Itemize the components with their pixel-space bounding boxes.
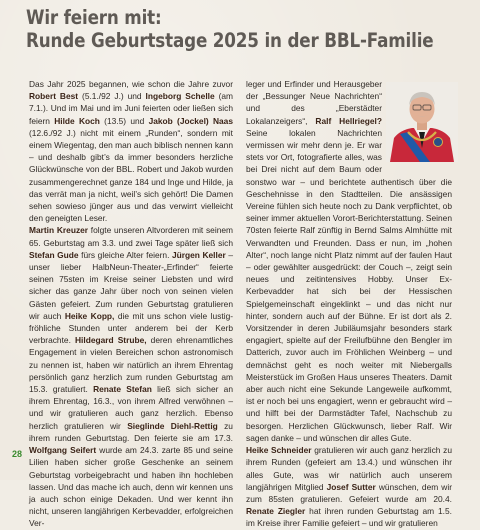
title-line-1: Wir feiern mit:: [26, 6, 162, 29]
name-highlight: Martin Kreuzer: [29, 225, 89, 236]
name-highlight: Hilde Koch: [54, 115, 100, 126]
text-run: hat ihren runden Geburtstag am 1.5. im Kreise ihrer Familie gefeiert – und wir gratulieren: [246, 506, 452, 529]
title-line-2: Runde Geburtstage 2025 in der BBL-Familie: [26, 29, 434, 52]
text-run: deren ehrenamtliches Engagement in vielen Bereichen schon astronomisch zu nennen ist, haben wir natürlich an ihrem Ehrentag persönlich ganz herzlich zum runden Geburtstag am 15.3. gratuliert.: [29, 335, 233, 395]
text-run: (am 7.1.). Und im Mai und im Juni feierten oder ließen sich feiern: [29, 91, 234, 126]
name-highlight: Jürgen Keller: [171, 249, 226, 260]
name-highlight: Hildegard Strube,: [75, 335, 147, 346]
text-run: (12.6./92 J.) nicht mit einem „Runden“, sondern mit einem Wiegentag, den man auch biblisch nennen kann – und deshalb gibt’s da immer besonders herzliche Glückwünsche von der BBL. Robert und Jakob wurden zusammengerechnet ganze 184 und Inge und Hilde, ja das verrät man ja nicht, weil’s sich gehört! Die Damen sehen sowieso jünger aus und das verwirrt vielleicht den geneigten Leser.: [29, 127, 233, 224]
portrait-illustration: [386, 82, 458, 162]
paragraph: [29, 224, 233, 529]
text-run: ließ sich sicher an ihrem Ehrentag, 16.3., von ihrem Alfred verwöhnen – und wir gratulieren auch ganz herzlich. Ebenso herzlich gratulieren wir: [29, 384, 233, 431]
name-highlight: Renate Stefan: [93, 384, 152, 395]
text-run: Seine lokalen Nachrichten vermissen wir mehr denn je. Er war stets vor Ort, fotografierte alles, was bei Drei nicht auf dem Baum oder sonstwo war – und berichtete authentisch über die Geschehnisse in den Stadtteilen. Die ansässigen Vereine fühlen sich heute noch zu Dank verpflichtet, ob seiner immer aktuellen Vorort-Berichterstattung. Seinen 70sten feierte Ralf zünftig in Bernd Salms Almhütte mit Verwandten und Freunden. Dass er nun, im „hohen Alter“, noch lange nicht Platz nimmt auf der faulen Haut – oder gewählter ausgedrückt: der Couch –, zeigt sein neues und zeitintensives Hobby. Unser Ex-Kerbevadder hat sich bei der Hessischen Spielgemeinschaft eingeklinkt – und das nicht nur hinter, sondern auch auf der Bühne. Er ist dort als 2. Vorsitzender in deren Jubiläumsjahr besonders stark engagiert, spielte auf der Freilufbühne den Bengler im Datterich, zuvor auch im Fröhlichen Weinberg – und demnächst geht es noch weiter mit Niebergalls Meisterstück im Großen Haus unseres Theaters. Damit aber auch nicht eine Sekunde Langeweile aufkommt, ist er noch bei uns engagiert, wenn er gebraucht wird – und hilft bei der Darmstädter Tafel, Nachschub zu besorgen. Herzlichen Glückwunsch, lieber Ralf. Wir sagen danke – und wünschen dir alles Gute.: [246, 127, 452, 443]
name-highlight: Jakob (Jockel) Naas: [148, 115, 233, 126]
name-highlight: Heike Kopp,: [64, 310, 115, 321]
paragraph: [29, 78, 233, 224]
text-run: zu ihrem runden Geburtstag. Den feierte sie am 17.3.: [29, 420, 233, 443]
text-run: – unser lieber HalbNeun-Theater-„Erfinder“ feierte seinen 75sten im Kreise seiner Liebsten und wird sicher das ganze Jahr über noch von seinen vielen Gästen gefeiert. Zum runden Geburtstag gratulieren wir auch: [29, 249, 233, 321]
name-highlight: Sieglinde Diehl-Rettig: [127, 420, 218, 431]
text-run: Das Jahr 2025 begannen, wie schon die Jahre zuvor: [29, 79, 233, 89]
text-run: gratulieren wir auch ganz herzlich zu ihrem Runden (gefeiert am 13.4.) und wünschen ihr alles Gute, was wir natürlich auch unserem langjährigen Mitglied: [246, 445, 453, 492]
text-run: die mit uns schon viele lustig-fröhliche Stunden unter anderem bei der Kerb verbrachte.: [29, 310, 234, 346]
text-run: leger und Erfinder und Herausgeber der „Bessunger Neue Nachrichten“ und des „Eberstädter Lokalanzeigers“,: [246, 79, 382, 126]
text-run: wünschen, dem wir zum 85sten gratulieren. Gefeiert wurde am 20.4.: [246, 481, 452, 504]
page-title: [26, 6, 433, 52]
text-run: folgte unseren Altvorderen mit seinem 65. Geburtstag am 3.3. und zwei Tage später ließ sich: [29, 225, 233, 248]
name-highlight: Heike Schneider: [246, 445, 312, 456]
text-run: wurde am 24.3. zarte 85 und seine Lilien haben sicher große Geschenke an seinem Geburtstag vorbeigebracht und haben ihn hochleben lassen. Und das mache ich auch, denn wir kennen uns ja auch schon einige Dekaden. Und wer kennt ihn nicht, unseren langjährigen Kerbevadder, erfolgreichen Ver-: [29, 445, 233, 529]
name-highlight: Renate Ziegler: [246, 506, 306, 517]
name-highlight: Stefan Gude: [29, 249, 79, 260]
text-run: fürs gleiche Alter feiern.: [78, 249, 172, 260]
right-text-column: [246, 78, 452, 530]
portrait-photo: [386, 82, 458, 162]
text-run: (5.1./92 J.) und: [78, 91, 146, 102]
name-highlight: Ingeborg Schelle: [145, 91, 215, 102]
name-highlight: Wolfgang Seifert: [29, 445, 97, 456]
name-highlight: Ralf Hellriegel?: [315, 115, 382, 126]
page-number: 28: [12, 449, 23, 459]
name-highlight: Josef Sutter: [326, 481, 376, 492]
text-run: (13.5) und: [99, 115, 149, 126]
paragraph: [246, 444, 452, 529]
name-highlight: Robert Best: [29, 91, 79, 102]
left-text-column: [29, 78, 233, 530]
